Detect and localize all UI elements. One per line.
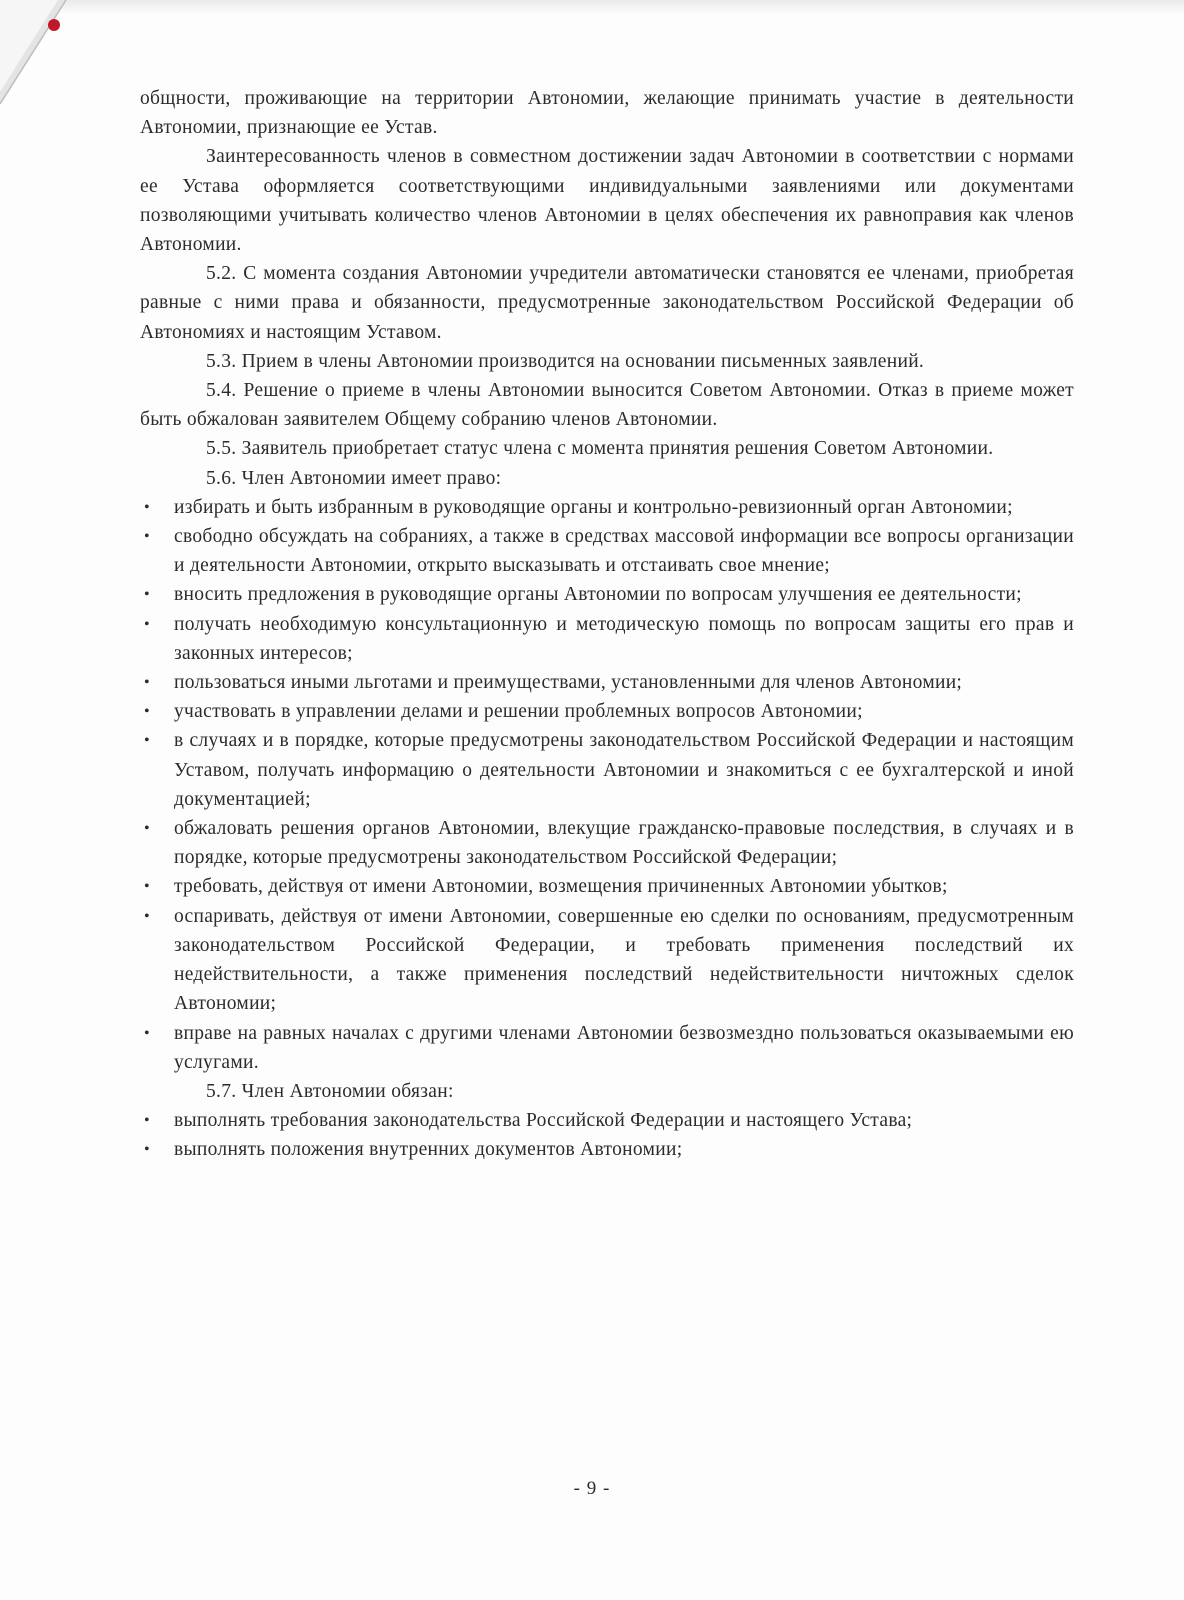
list-item-text: вносить предложения в руководящие органы Автономии по вопросам улучшения ее деятельности; <box>174 584 1022 606</box>
bullet-icon: • <box>144 878 150 896</box>
paragraph-5-2: 5.2. С момента создания Автономии учредители автоматически становятся ее членами, приобретая равные с ними права и обязанности, предусмотренные законодательством Российской Федерации об Автономиях и настоящим Уставом. <box>140 263 1074 343</box>
list-item-text: требовать, действуя от имени Автономии, возмещения причиненных Автономии убытков; <box>174 876 948 898</box>
bullet-icon: • <box>144 732 150 750</box>
list-item-text: обжаловать решения органов Автономии, влекущие гражданско-правовые последствия, в случаях и в порядке, которые предусмотрены законодательством Российской Федерации; <box>174 818 1074 869</box>
page-corner-fold <box>0 0 80 110</box>
list-item <box>140 1135 1074 1164</box>
paragraph: Заинтересованность членов в совместном достижении задач Автономии в соответствии с нормами ее Устава оформляется соответствующими индивидуальными заявлениями или документами позволяющими учитывать количество членов Автономии в целях обеспечения их равноправия как членов Автономии. <box>140 146 1074 256</box>
list-item-text: оспаривать, действуя от имени Автономии, совершенные ею сделки по основаниям, предусмотренным законодательством Российской Федерации, и требовать применения последствий их недействительности, а также применения последствий недействительности ничтожных сделок Автономии; <box>174 905 1074 1015</box>
paragraph-5-7: 5.7. Член Автономии обязан: <box>206 1080 454 1102</box>
list-item <box>140 580 1074 609</box>
bullet-icon: • <box>144 528 150 546</box>
list-item <box>140 668 1074 697</box>
list-item-text: выполнять положения внутренних документов Автономии; <box>174 1139 683 1161</box>
page-number: - 9 - <box>573 1478 611 1499</box>
bullet-icon: • <box>144 820 150 838</box>
bullet-icon: • <box>144 1112 150 1130</box>
paragraph-5-6: 5.6. Член Автономии имеет право: <box>206 467 502 489</box>
paragraph-5-5: 5.5. Заявитель приобретает статус члена с момента принятия решения Советом Автономии. <box>206 438 994 460</box>
bullet-icon: • <box>144 907 150 925</box>
bullet-icon: • <box>144 586 150 604</box>
list-item-text: избирать и быть избранным в руководящие органы и контрольно-ревизионный орган Автономии; <box>174 496 1013 518</box>
list-item-text: участвовать в управлении делами и решении проблемных вопросов Автономии; <box>174 701 863 723</box>
bullet-icon: • <box>144 615 150 633</box>
list-item-text: свободно обсуждать на собраниях, а также в средствах массовой информации все вопросы организации и деятельности Автономии, открыто высказывать и отстаивать свое мнение; <box>174 526 1074 577</box>
list-item <box>140 493 1074 522</box>
bullet-icon: • <box>144 498 150 516</box>
paragraph-5-3: 5.3. Прием в члены Автономии производится на основании письменных заявлений. <box>206 350 925 372</box>
list-item-text: пользоваться иными льготами и преимуществами, установленными для членов Автономии; <box>174 672 963 694</box>
list-item-text: вправе на равных началах с другими членами Автономии безвозмездно пользоваться оказываемыми ею услугами. <box>174 1022 1074 1073</box>
scan-top-shadow <box>0 0 1184 14</box>
list-item <box>140 1106 1074 1135</box>
list-item-text: выполнять требования законодательства Российской Федерации и настоящего Устава; <box>174 1110 913 1132</box>
intro-paragraphs <box>140 84 1074 493</box>
list-item <box>140 902 1074 1019</box>
member-duties-list <box>140 1106 1074 1164</box>
paragraph: общности, проживающие на территории Автономии, желающие принимать участие в деятельности Автономии, признающие ее Устав. <box>140 88 1074 139</box>
paragraph-5-4: 5.4. Решение о приеме в члены Автономии выносится Советом Автономии. Отказ в приеме может быть обжалован заявителем Общему собранию членов Автономии. <box>140 380 1074 431</box>
bullet-icon: • <box>144 674 150 692</box>
bullet-icon: • <box>144 1024 150 1042</box>
document-body <box>140 84 1074 1165</box>
list-item <box>140 697 1074 726</box>
member-rights-list <box>140 493 1074 1077</box>
list-item-text: в случаях и в порядке, которые предусмотрены законодательством Российской Федерации и настоящим Уставом, получать информацию о деятельности Автономии и знакомиться с ее бухгалтерской и иной документацией; <box>174 730 1074 810</box>
red-dot-mark <box>48 19 60 31</box>
list-item <box>140 522 1074 580</box>
bullet-icon: • <box>144 703 150 721</box>
list-item <box>140 814 1074 872</box>
list-item <box>140 872 1074 901</box>
list-item <box>140 610 1074 668</box>
list-item <box>140 1019 1074 1077</box>
list-item-text: получать необходимую консультационную и методическую помощь по вопросам защиты его прав и законных интересов; <box>174 613 1074 664</box>
bullet-icon: • <box>144 1141 150 1159</box>
list-item <box>140 726 1074 814</box>
